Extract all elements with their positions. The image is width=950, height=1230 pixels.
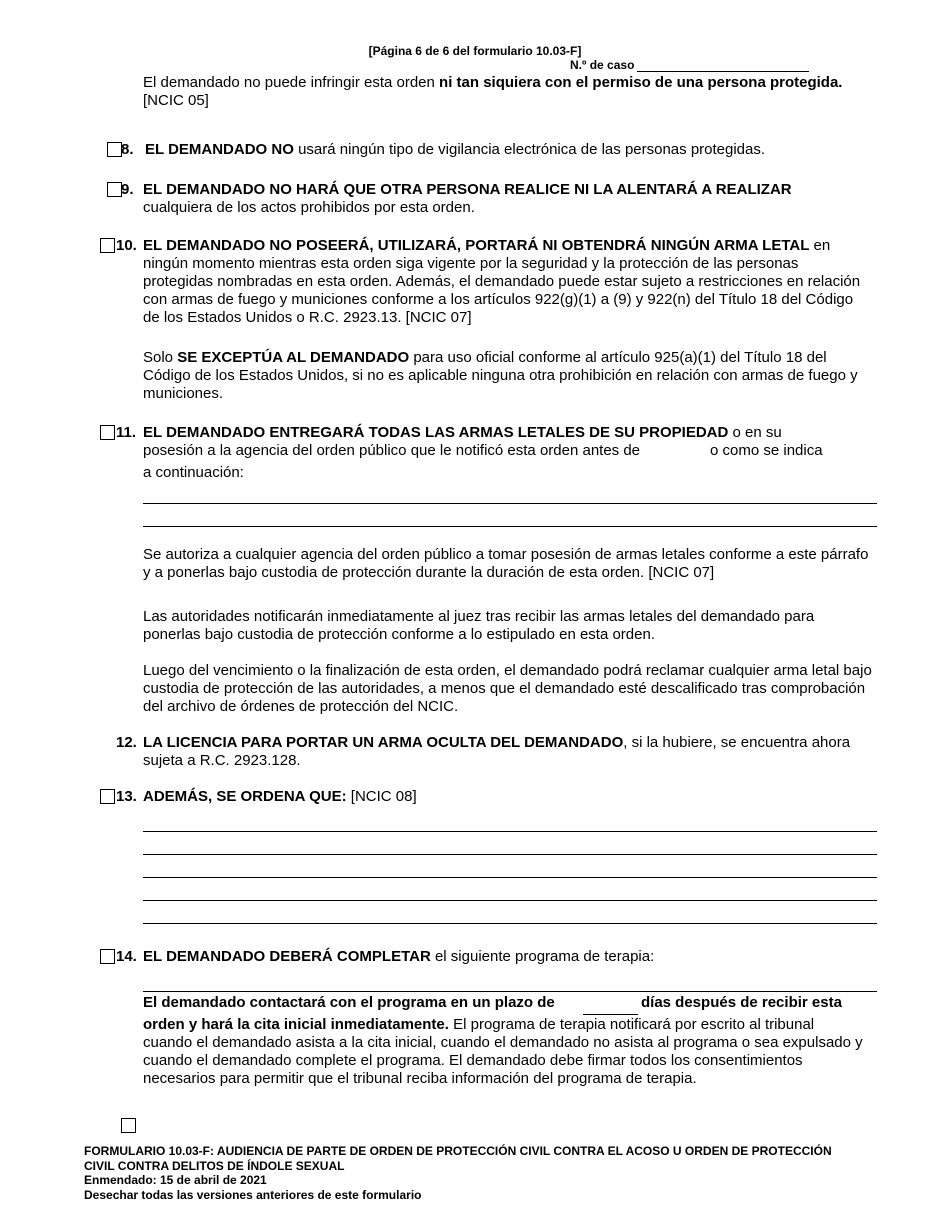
signature-checkbox[interactable] [121,1118,136,1133]
item-14-checkbox[interactable] [100,949,115,964]
page-number-label: [Página 6 de 6 del formulario 10.03-F] [368,44,582,58]
case-number-label: N.º de caso [570,58,635,72]
item-13-blank-line[interactable] [143,854,877,855]
item-11-heading: EL DEMANDADO ENTREGARÁ TODAS LAS ARMAS LETALES DE SU PROPIEDAD o en su [143,424,782,441]
intro-paragraph: El demandado no puede infringir esta orden ni tan siquiera con el permiso de una persona protegida. [NCIC 05] [143,74,843,109]
item-10-exception-paragraph: Solo SE EXCEPTÚA AL DEMANDADO para uso oficial conforme al artículo 925(a)(1) del Título 18 del Código de los Estados Unidos, si no es aplicable ninguna otra prohibición en relación con armas de fuego y municiones. [143,349,858,402]
item-11-notification-paragraph: Las autoridades notificarán inmediatamente al juez tras recibir las armas letales del demandado para ponerlas bajo custodia de protección conforme a lo estipulado en esta orden. [143,608,815,643]
item-14-program-paragraph: orden y hará la cita inicial inmediatamente. El programa de terapia notificará por escrito al tribunal cuando el demandado asista a la cita inicial, cuando el demandado no asista al programa o sea expulsado y cuando el demandado complete el programa. El demandado debe firmar todos los consentimientos necesarios para permitir que el tribunal reciba información del programa de terapia. [143,1016,863,1087]
item-13-text: ADEMÁS, SE ORDENA QUE: [NCIC 08] [143,788,417,805]
item-11-blank-line[interactable] [143,526,877,527]
item-14-contact-text-a: El demandado contactará con el programa en un plazo de [143,994,555,1011]
item-11-authorization-paragraph: Se autoriza a cualquier agencia del orden público a tomar posesión de armas letales conforme a este párrafo y a ponerlas bajo custodia de protección durante la duración de esta orden. [NCIC 07] [143,546,869,581]
item-12-text: LA LICENCIA PARA PORTAR UN ARMA OCULTA DEL DEMANDADO, si la hubiere, se encuentra ahora sujeta a R.C. 2923.128. [143,734,851,769]
item-14-contact-text-b: días después de recibir esta [641,994,842,1011]
item-13-blank-line[interactable] [143,831,877,832]
form-footer: FORMULARIO 10.03-F: AUDIENCIA DE PARTE DE ORDEN DE PROTECCIÓN CIVIL CONTRA EL ACOSO U ORDEN DE PROTECCIÓN CIVIL CONTRA DELITOS DE ÍNDOLE SEXUAL Enmendado: 15 de abril de 2021 Desechar todas las versiones anteriores de este formulario [84,1144,832,1202]
item-14-text: EL DEMANDADO DEBERÁ COMPLETAR el siguiente programa de terapia: [143,948,655,965]
item-13-checkbox[interactable] [100,789,115,804]
item-8-checkbox[interactable] [107,142,122,157]
item-11-blank-line[interactable] [143,503,877,504]
case-number-field[interactable] [637,71,809,72]
item-11-number: 11. [116,424,137,441]
item-13-number: 13. [116,788,137,805]
item-14-number: 14. [116,948,137,965]
item-13-blank-line[interactable] [143,900,877,901]
item-11-return-paragraph: Luego del vencimiento o la finalización de esta orden, el demandado podrá reclamar cualquier arma letal bajo custodia de protección de las autoridades, a menos que el demandado esté descalificado tras comprobación del archivo de órdenes de protección del NCIC. [143,662,872,715]
item-11-text-as-indicated: o como se indica [710,442,823,459]
item-9-text: EL DEMANDADO NO HARÁ QUE OTRA PERSONA REALICE NI LA ALENTARÁ A REALIZAR cualquiera de los actos prohibidos por esta orden. [143,181,792,216]
item-13-blank-line[interactable] [143,923,877,924]
item-11-checkbox[interactable] [100,425,115,440]
item-11-text-continuation: a continuación: [143,464,244,481]
item-13-blank-line[interactable] [143,877,877,878]
item-11-text-line2: posesión a la agencia del orden público que le notificó esta orden antes de [143,442,641,459]
item-10-checkbox[interactable] [100,238,115,253]
item-8-text: EL DEMANDADO NO usará ningún tipo de vigilancia electrónica de las personas protegidas. [145,141,766,158]
item-8-number: 8. [121,141,134,158]
item-10-number: 10. [116,237,137,254]
item-14-program-line[interactable] [143,991,877,992]
item-9-number: 9. [121,181,134,198]
item-10-text: EL DEMANDADO NO POSEERÁ, UTILIZARÁ, PORTARÁ NI OBTENDRÁ NINGÚN ARMA LETAL en ningún momento mientras esta orden siga vigente por la seguridad y la protección de las personas protegidas nombradas en esta orden. Además, el demandado puede estar sujeto a restricciones en relación con armas de fuego y municiones conforme a los artículos 922(g)(1) a (9) y 922(n) del Título 18 del Código de los Estados Unidos o R.C. 2923.13. [NCIC 07] [143,237,861,326]
item-14-days-field[interactable] [583,1014,638,1015]
item-9-checkbox[interactable] [107,182,122,197]
item-12-number: 12. [116,734,137,751]
